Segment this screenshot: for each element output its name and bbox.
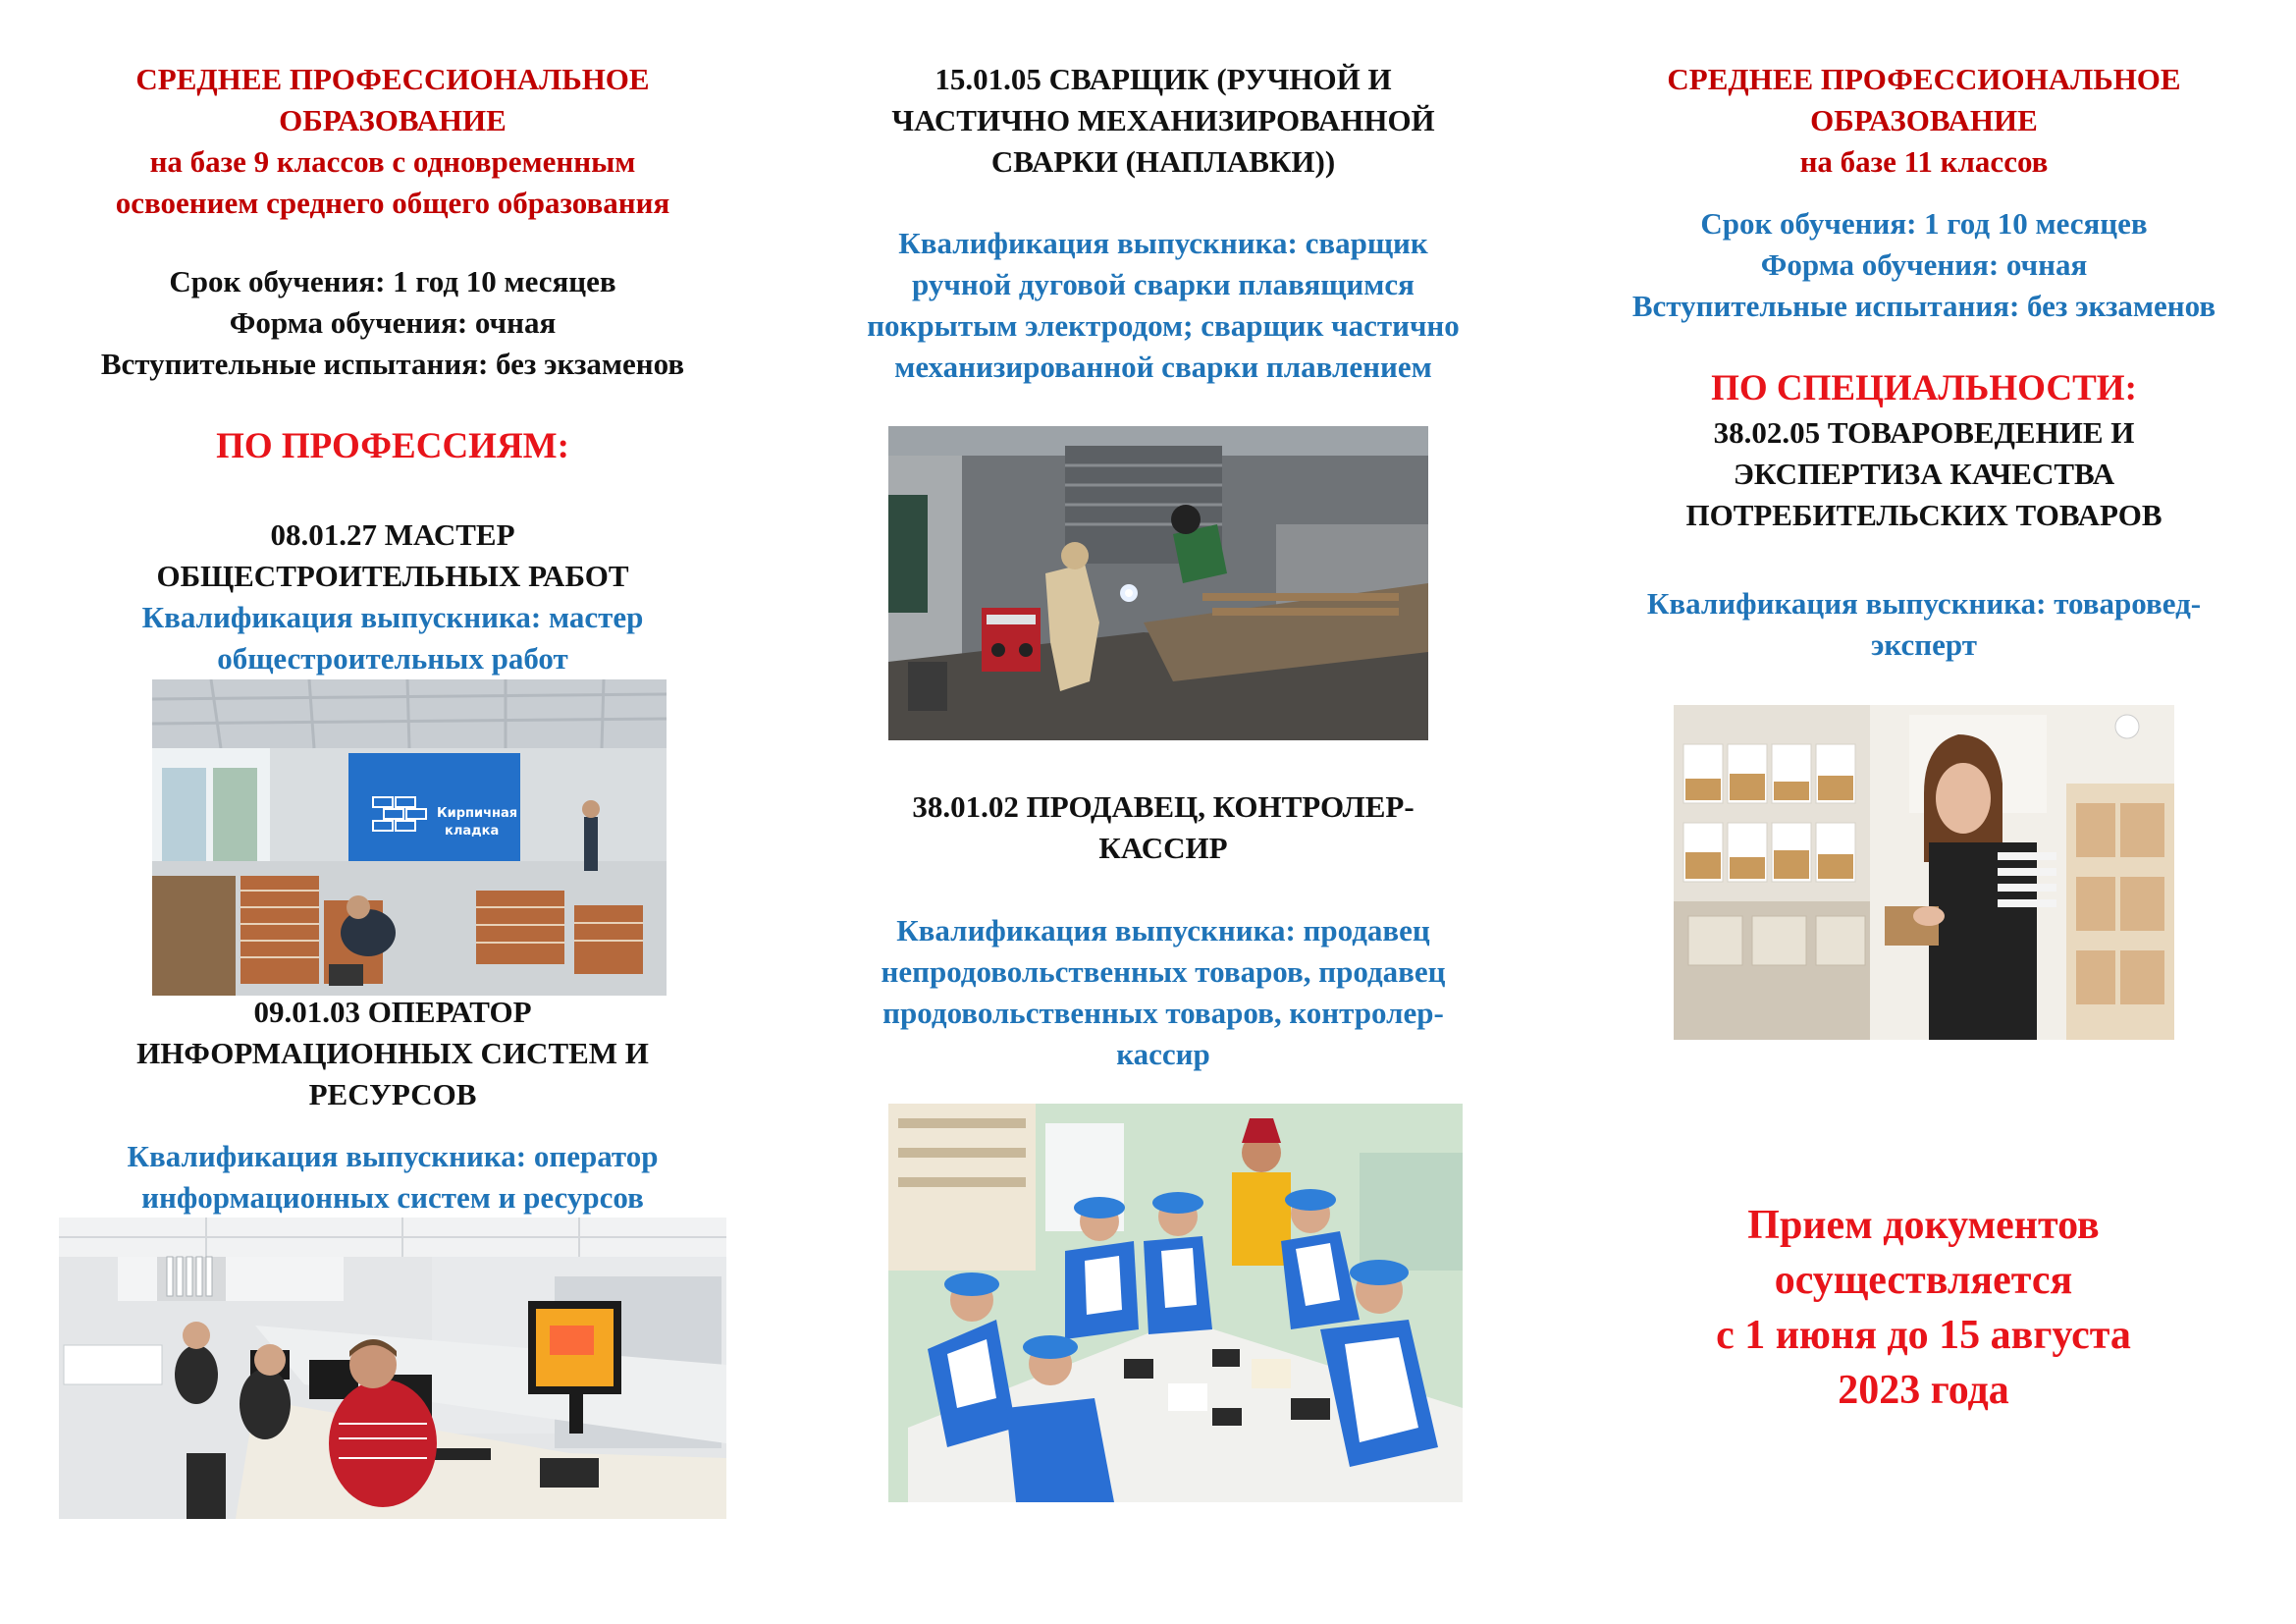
heading-line: ОБРАЗОВАНИЕ bbox=[1810, 103, 2038, 137]
study-form: Форма обучения: очная bbox=[1760, 247, 2088, 282]
left-heading bbox=[49, 59, 736, 224]
merchandiser-photo bbox=[1674, 705, 2174, 1040]
profession-qualification: Квалификация выпускника: мастер общестроительных работ bbox=[141, 600, 644, 676]
entrance-tests: Вступительные испытания: без экзаменов bbox=[1631, 289, 2216, 323]
right-heading bbox=[1571, 59, 2277, 183]
heading-line: освоением среднего общего образования bbox=[115, 186, 670, 220]
heading-line: на базе 11 классов bbox=[1799, 144, 2049, 179]
study-form: Форма обучения: очная bbox=[229, 305, 557, 340]
section-title-specialty: ПО СПЕЦИАЛЬНОСТИ: bbox=[1711, 368, 2137, 408]
profession-qualification: Квалификация выпускника: оператор информационных систем и ресурсов bbox=[127, 1139, 659, 1215]
admission-notice: Прием документов осуществляется с 1 июня до 15 августа 2023 года bbox=[1716, 1203, 2131, 1413]
bricklaying-workshop-photo bbox=[152, 679, 667, 996]
profession-title: 09.01.03 ОПЕРАТОР ИНФОРМАЦИОННЫХ СИСТЕМ И РЕСУРСОВ bbox=[136, 995, 649, 1111]
wall-sign-line2: кладка bbox=[445, 824, 500, 839]
wall-sign-line1: Кирпичная bbox=[437, 806, 518, 821]
sales-class-photo bbox=[888, 1104, 1463, 1502]
profession-title: 08.01.27 МАСТЕР ОБЩЕСТРОИТЕЛЬНЫХ РАБОТ bbox=[156, 517, 629, 593]
profession-title: 38.01.02 ПРОДАВЕЦ, КОНТРОЛЕР- КАССИР bbox=[912, 789, 1415, 865]
heading-line: ОБРАЗОВАНИЕ bbox=[279, 103, 507, 137]
specialty-title: 38.02.05 ТОВАРОВЕДЕНИЕ И ЭКСПЕРТИЗА КАЧЕСТВА ПОТРЕБИТЕЛЬСКИХ ТОВАРОВ bbox=[1685, 415, 2163, 532]
section-title-professions: ПО ПРОФЕССИЯМ: bbox=[216, 426, 569, 466]
heading-line: на базе 9 классов с одновременным bbox=[149, 144, 636, 179]
study-duration: Срок обучения: 1 год 10 месяцев bbox=[1700, 206, 2148, 241]
entrance-tests: Вступительные испытания: без экзаменов bbox=[100, 347, 685, 381]
profession-title: 15.01.05 СВАРЩИК (РУЧНОЙ И ЧАСТИЧНО МЕХАНИЗИРОВАННОЙ СВАРКИ (НАПЛАВКИ)) bbox=[891, 62, 1435, 179]
middle-column bbox=[775, 0, 1551, 1624]
profession-qualification: Квалификация выпускника: продавец непродовольственных товаров, продавец продовольственных товаров, контролер- кассир bbox=[881, 913, 1446, 1071]
right-study-info bbox=[1571, 203, 2277, 327]
study-duration: Срок обучения: 1 год 10 месяцев bbox=[169, 264, 616, 298]
computer-class-photo bbox=[59, 1218, 726, 1519]
heading-line: СРЕДНЕЕ ПРОФЕССИОНАЛЬНОЕ bbox=[1667, 62, 2181, 96]
heading-line: СРЕДНЕЕ ПРОФЕССИОНАЛЬНОЕ bbox=[135, 62, 650, 96]
welding-workshop-photo bbox=[888, 426, 1428, 740]
profession-qualification: Квалификация выпускника: сварщик ручной дуговой сварки плавящимся покрытым электродом; сварщик частично механизированной сварки плавлением bbox=[867, 226, 1460, 384]
specialty-qualification: Квалификация выпускника: товаровед- эксперт bbox=[1646, 586, 2202, 662]
left-study-info bbox=[49, 261, 736, 385]
left-column bbox=[0, 0, 775, 1624]
right-column bbox=[1551, 0, 2296, 1624]
